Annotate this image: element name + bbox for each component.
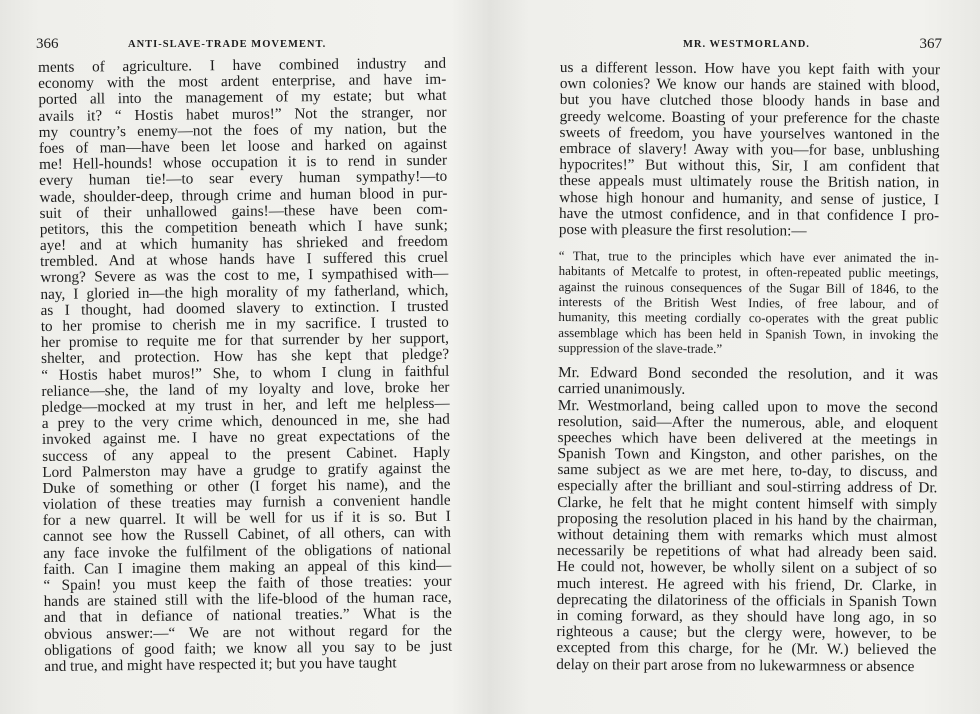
text-line: to her promise to cherish me in my sacrifice. I trusted to	[40, 313, 449, 335]
text-line: He could not, however, be wholly silent on a subject of so	[556, 558, 937, 578]
text-line: a prey to the very crime which, denounced in me, she had	[41, 410, 450, 433]
text-line: Spanish Town and Kingston, and other parishes, on the	[557, 445, 938, 465]
text-line: foes of man—have been let loose and harked on against	[38, 135, 447, 157]
text-line: suit of their unhallowed gains!—these have been com-	[39, 200, 448, 222]
text-line: especially after the brilliant and soul-stirring address of Dr.	[557, 477, 938, 497]
text-line: wrong? Severe as was the cost to me, I sympathised with—	[40, 265, 449, 287]
text-line: necessarily be repetitions of what had already been said.	[556, 542, 938, 562]
text-line: me! Hell-hounds! whose occupation it is to rend in sunder	[39, 151, 448, 174]
text-line: her promise to requite me for that surrender by her support,	[40, 329, 450, 352]
text-line: suppression of the slave-trade.”	[558, 339, 723, 356]
text-line: speeches which have been delivered at the meetings in	[557, 428, 938, 449]
right-text-bottom	[556, 365, 938, 675]
text-line: Duke of something or other (I forget his name), and the	[42, 475, 451, 497]
text-line: “ That, true to the principles which have ever animated the in-	[558, 248, 939, 266]
text-line: interests of the British West Indies, of free labour, and of	[558, 293, 939, 312]
text-line: Lord Palmerston may have a grudge to gratify against the	[42, 459, 451, 481]
text-line: humanity, this meeting cordially co-operates with the great public	[558, 309, 939, 327]
right-page	[490, 0, 980, 714]
text-line: and true, and might have respected it; but you have taught	[44, 654, 397, 675]
text-line: shelter, and protection. How has she kept that pledge?	[41, 346, 450, 368]
text-line: hypocrites!” But without this, Sir, I am confident that	[559, 156, 940, 176]
text-line: faith. Can I imagine them making an appeal of this kind—	[43, 556, 452, 578]
text-line: righteous a cause; but the clergy were, however, to be	[556, 623, 937, 643]
text-line: own colonies? We know our hands are stained with blood,	[559, 75, 940, 95]
text-line: “ Hostis habet muros!” She, to whom I clung in faithful	[41, 362, 450, 384]
text-line: against the ruinous consequences of the Sugar Bill of 1846, to the	[558, 278, 939, 296]
right-text-top	[559, 60, 940, 240]
text-line: Mr. Westmorland, being called upon to move the second	[557, 396, 938, 416]
resolution-quote	[558, 248, 939, 357]
text-line: cannot see how the Russell Cabinet, of all others, can with	[42, 524, 452, 546]
text-line: as I thought, had doomed slavery to extinction. I trusted	[40, 297, 449, 319]
text-line: reliance—she, the land of my loyalty and love, broke her	[41, 378, 450, 400]
text-line: petitors, this the competition beneath which I have sunk;	[39, 216, 448, 238]
text-line: greedy welcome. Boasting of your preference for the chaste	[559, 107, 940, 127]
text-line: Mr. Edward Bond seconded the resolution, and it was	[558, 364, 939, 384]
text-line: excepted from this charge, for he (Mr. W.) believed the	[556, 639, 937, 659]
text-line: sweets of freedom, you have yourselves wantoned in the	[559, 123, 940, 144]
text-line: any face invoke the fulfilment of the obligations of national	[43, 540, 452, 562]
text-line: nay, I gloried in—the high morality of my fatherland, which,	[40, 281, 449, 303]
text-line: in coming forward, as they should have long ago, in so	[556, 606, 937, 627]
text-line: assemblage which has been held in Spanish Town, in invoking the	[558, 324, 939, 342]
right-page-text	[556, 60, 940, 675]
text-line: obligations of good faith; we know all you say to be just	[44, 637, 453, 659]
left-page-header	[0, 36, 490, 54]
text-line: and that in defiance of national treaties.” What is the	[43, 605, 452, 627]
text-line: carried unanimously.	[557, 380, 686, 399]
text-line: aye! and at which humanity has shrieked and freedom	[39, 232, 449, 255]
left-page-text	[38, 56, 452, 675]
text-line: without detaining them with remarks which must almost	[557, 526, 938, 546]
text-line: whose high honour and humanity, and sense of justice, I	[559, 188, 940, 208]
text-line: but you have clutched those bloody hands in base and	[559, 91, 940, 111]
right-page-header	[490, 36, 980, 54]
text-line: these appeals must ultimately rouse the British nation, in	[559, 172, 940, 192]
text-line: every human tie!—to sear every human sympathy!—to	[39, 168, 448, 190]
text-line: violation of these treaties may furnish a convenient handle	[42, 491, 451, 514]
text-line: delay on their part arose from no lukewarmness or absence	[556, 655, 915, 675]
text-line: same subject as we are met here, to-day, to discuss, and	[557, 461, 938, 481]
text-line: much interest. He agreed with his friend, Dr. Clarke, in	[556, 574, 937, 594]
text-line: my country’s enemy—not the foes of my nation, but the	[38, 119, 447, 141]
right-running-head: MR. WESTMORLAND.	[683, 39, 810, 50]
text-line: trembled. And at whose hands have I suffered this cruel	[40, 248, 449, 271]
text-line: hands are stained still with the life-blood of the human race,	[43, 588, 452, 611]
text-line: pledge—mocked at my trust in her, and left me helpless—	[41, 394, 450, 416]
text-line: Clarke, he felt that he might content himself with simply	[557, 493, 938, 513]
right-page-number: 367	[919, 36, 942, 52]
text-line: obvious answer:—“ We are not without regard for the	[43, 621, 453, 643]
text-line: economy with the most ardent enterprise, and have im-	[38, 70, 447, 93]
text-line: wade, shoulder-deep, through crime and human blood in pur-	[39, 184, 448, 206]
text-line: habitants of Metcalfe to protest, in often-repeated public meetings,	[558, 263, 939, 281]
text-line: success of any appeal to the present Cabinet. Haply	[42, 443, 451, 465]
text-line: for a new quarrel. It will be well for us if it is so. But I	[42, 507, 451, 530]
left-running-head: ANTI-SLAVE-TRADE MOVEMENT.	[128, 39, 327, 50]
text-line: embrace of slavery! Away with you—for base, unblushing	[559, 139, 940, 160]
text-line: “ Spain! you must keep the faith of those treaties: your	[43, 572, 452, 594]
left-page-number: 366	[36, 36, 59, 52]
text-line: ments of agriculture. I have combined industry and	[37, 54, 447, 76]
text-line: resolution, said—After the numerous, able, and eloquent	[557, 412, 938, 433]
text-line: pose with pleasure the first resolution:—	[558, 220, 807, 240]
text-line: ported all into the management of my estate; but what	[38, 87, 447, 109]
text-line: proposing the resolution placed in his hand by the chairman,	[557, 509, 938, 530]
text-line: us a different lesson. How have you kept faith with your	[559, 59, 940, 79]
text-line: invoked against me. I have no great expectations of the	[41, 427, 451, 449]
text-line: deprecating the dilatoriness of the officials in Spanish Town	[556, 590, 937, 611]
text-line: have the utmost confidence, and in that confidence I pro-	[559, 204, 940, 225]
text-line: avails it? “ Hostis habet muros!” Not the stranger, nor	[38, 103, 447, 125]
